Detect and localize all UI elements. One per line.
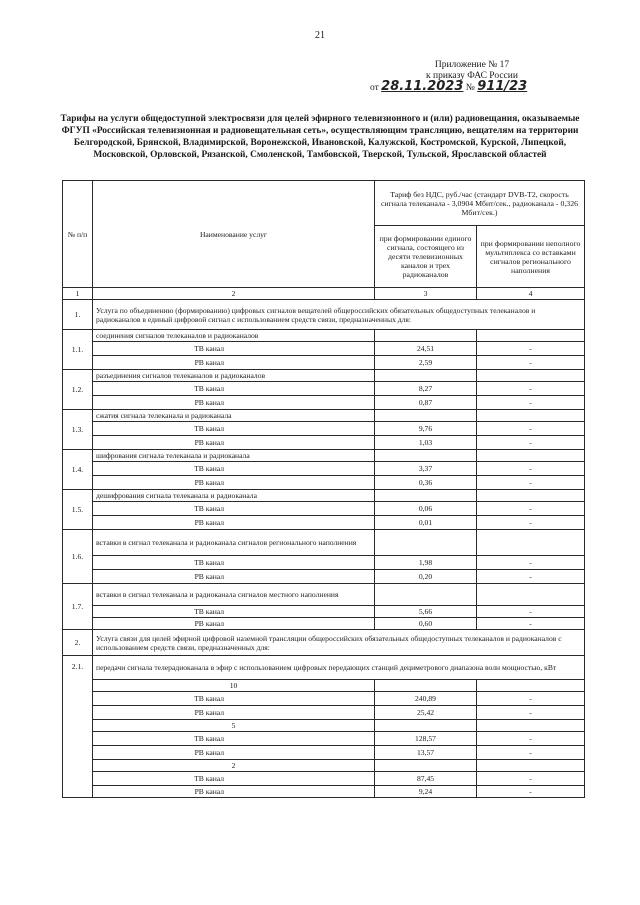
tariff-value: 3,37 <box>375 462 477 476</box>
table-row <box>63 396 585 410</box>
tariff-value: 0,01 <box>375 516 477 530</box>
tariff-dash: - <box>477 502 585 516</box>
tariff-dash: - <box>477 462 585 476</box>
tariff-value: 0,60 <box>375 618 477 630</box>
section-text: Услуга по объединению (формированию) цифровых сигналов вещателей общероссийских обязательных общедоступных телеканалов и радиоканалов в единый цифровой сигнал с использованием средств связи, предназначенных для: <box>93 300 585 330</box>
tariff-dash: - <box>477 516 585 530</box>
row-number: 1.7. <box>63 584 93 630</box>
tariff-value: 1,03 <box>375 436 477 450</box>
table-row <box>63 502 585 516</box>
power-value: 2 <box>93 760 375 772</box>
table-row <box>63 530 585 556</box>
table-row <box>63 410 585 422</box>
table-row <box>63 556 585 570</box>
tariff-dash: - <box>477 556 585 570</box>
tariff-value: 128,57 <box>375 732 477 746</box>
channel-label: ТВ канал <box>93 692 375 706</box>
table-row <box>63 692 585 706</box>
table-row <box>63 630 585 656</box>
page-number: 21 <box>315 30 325 41</box>
table-row <box>63 476 585 490</box>
table-row <box>63 356 585 370</box>
tariff-dash: - <box>477 382 585 396</box>
channel-label: ТВ канал <box>93 422 375 436</box>
table-row <box>63 618 585 630</box>
tariff-dash: - <box>477 732 585 746</box>
channel-label: РВ канал <box>93 570 375 584</box>
channel-label: РВ канал <box>93 516 375 530</box>
tariff-value: 13,57 <box>375 746 477 760</box>
tariff-value: 0,06 <box>375 502 477 516</box>
table-row <box>63 570 585 584</box>
channel-label: РВ канал <box>93 436 375 450</box>
channel-label: ТВ канал <box>93 772 375 786</box>
channel-label: ТВ канал <box>93 732 375 746</box>
channel-label: РВ канал <box>93 476 375 490</box>
tariff-value: 0,36 <box>375 476 477 490</box>
service-text: вставки в сигнал телеканала и радиоканала сигналов местного наполнения <box>93 584 375 606</box>
appendix-header <box>372 60 572 81</box>
table-row <box>63 462 585 476</box>
table-row <box>63 330 585 342</box>
table-row <box>63 490 585 502</box>
row-number: 1. <box>63 300 93 330</box>
channel-label: РВ канал <box>93 396 375 410</box>
section-text: Услуга связи для целей эфирной цифровой наземной трансляции общероссийских обязательных общедоступных телеканалов и радиоканалов с использованием средств связи, предназначенных для: <box>93 630 585 656</box>
tariff-value: 9,76 <box>375 422 477 436</box>
table-row <box>63 606 585 618</box>
index-cell: 2 <box>93 288 375 300</box>
appendix-title: Приложение № 17 <box>434 60 510 70</box>
tariff-dash: - <box>477 692 585 706</box>
tariff-value: 5,66 <box>375 606 477 618</box>
table-row <box>63 516 585 530</box>
tariff-value: 87,45 <box>375 772 477 786</box>
tariff-value: 0,20 <box>375 570 477 584</box>
tariff-dash: - <box>477 356 585 370</box>
table-row <box>63 772 585 786</box>
channel-label: ТВ канал <box>93 382 375 396</box>
row-number: 1.6. <box>63 530 93 584</box>
row-number: 2. <box>63 630 93 656</box>
tariff-value: 0,87 <box>375 396 477 410</box>
order-prefix: от <box>370 83 379 93</box>
table-row <box>63 706 585 720</box>
tariff-dash: - <box>477 342 585 356</box>
appendix-order-ref: к приказу ФАС России <box>426 70 518 81</box>
service-text: вставки в сигнал телеканала и радиоканала сигналов регионального наполнения <box>93 530 375 556</box>
header-no: № п/п <box>63 181 93 288</box>
table-row <box>63 422 585 436</box>
service-text: соединения сигналов телеканалов и радиоканалов <box>93 330 375 342</box>
row-number: 2.1. <box>63 656 93 798</box>
table-row <box>63 382 585 396</box>
channel-label: ТВ канал <box>93 462 375 476</box>
row-number: 1.1. <box>63 330 93 370</box>
tariff-dash: - <box>477 476 585 490</box>
service-text: дешифрования сигнала телеканала и радиоканала <box>93 490 375 502</box>
table-row <box>63 760 585 772</box>
power-value: 10 <box>93 680 375 692</box>
service-text: разъединения сигналов телеканалов и радиоканалов <box>93 370 375 382</box>
table-row <box>63 746 585 760</box>
table-row <box>63 342 585 356</box>
order-date: 28.11.2023 <box>381 79 464 94</box>
tariff-dash: - <box>477 618 585 630</box>
header-single-signal: при формировании единого сигнала, состоящего из десяти телевизионных каналов и трех радиоканалов <box>375 226 477 288</box>
tariff-value: 2,59 <box>375 356 477 370</box>
table-row <box>63 732 585 746</box>
table-row <box>63 370 585 382</box>
index-cell: 1 <box>63 288 93 300</box>
tariff-value: 240,89 <box>375 692 477 706</box>
row-number: 1.2. <box>63 370 93 410</box>
channel-label: ТВ канал <box>93 342 375 356</box>
order-number: 911/23 <box>477 79 528 94</box>
tariff-dash: - <box>477 570 585 584</box>
tariff-dash: - <box>477 786 585 798</box>
channel-label: РВ канал <box>93 618 375 630</box>
order-number-label: № <box>465 83 475 93</box>
order-line <box>370 79 527 94</box>
index-cell: 3 <box>375 288 477 300</box>
tariff-dash: - <box>477 706 585 720</box>
table-row <box>63 680 585 692</box>
index-cell: 4 <box>477 288 585 300</box>
table-row <box>63 584 585 606</box>
tariff-dash: - <box>477 396 585 410</box>
row-number: 1.3. <box>63 410 93 450</box>
table-row <box>63 720 585 732</box>
tariff-value: 1,98 <box>375 556 477 570</box>
table-row <box>63 656 585 680</box>
tariff-value: 24,51 <box>375 342 477 356</box>
tariff-dash: - <box>477 746 585 760</box>
header-tariff: Тариф без НДС, руб./час (стандарт DVB-T2, скорость сигнала телеканала - 3,0904 Мбит/сек., радиоканала - 0,326 Мбит/сек.) <box>375 181 585 226</box>
tariff-dash: - <box>477 436 585 450</box>
table-row <box>63 436 585 450</box>
service-text: передачи сигнала телерадиоканала в эфир с использованием цифровых передающих станций дециметрового диапазона волн мощностью, кВт <box>93 656 585 680</box>
tariff-dash: - <box>477 422 585 436</box>
table-row <box>63 450 585 462</box>
power-value: 5 <box>93 720 375 732</box>
row-number: 1.5. <box>63 490 93 530</box>
channel-label: РВ канал <box>93 356 375 370</box>
channel-label: РВ канал <box>93 706 375 720</box>
tariff-value: 25,42 <box>375 706 477 720</box>
header-service-name: Наименование услуг <box>93 181 375 288</box>
channel-label: ТВ канал <box>93 502 375 516</box>
channel-label: ТВ канал <box>93 556 375 570</box>
table-row <box>63 786 585 798</box>
channel-label: РВ канал <box>93 746 375 760</box>
row-number: 1.4. <box>63 450 93 490</box>
tariff-dash: - <box>477 772 585 786</box>
tariff-dash: - <box>477 606 585 618</box>
header-partial-multiplex: при формировании неполного мультиплекса со вставками сигналов регионального наполнения <box>477 226 585 288</box>
channel-label: ТВ канал <box>93 606 375 618</box>
channel-label: РВ канал <box>93 786 375 798</box>
service-text: сжатия сигнала телеканала и радиоканала <box>93 410 375 422</box>
document-title: Тарифы на услуги общедоступной электросвязи для целей эфирного телевизионного и (или) радиовещания, оказываемые ФГУП «Российская телевизионная и радиовещательная сеть», осуществляющим трансляцию, вещателям на территории Белгородской, Брянской, Владимирской, Воронежской, Ивановской, Калужской, Костромской, Курской, Липецкой, Московской, Орловской, Рязанской, Смоленской, Тамбовской, Тверской, Тульской, Ярославской областей <box>60 114 580 160</box>
service-text: шифрования сигнала телеканала и радиоканала <box>93 450 375 462</box>
tariff-table <box>62 180 585 798</box>
table-row <box>63 300 585 330</box>
tariff-value: 8,27 <box>375 382 477 396</box>
tariff-value: 9,24 <box>375 786 477 798</box>
